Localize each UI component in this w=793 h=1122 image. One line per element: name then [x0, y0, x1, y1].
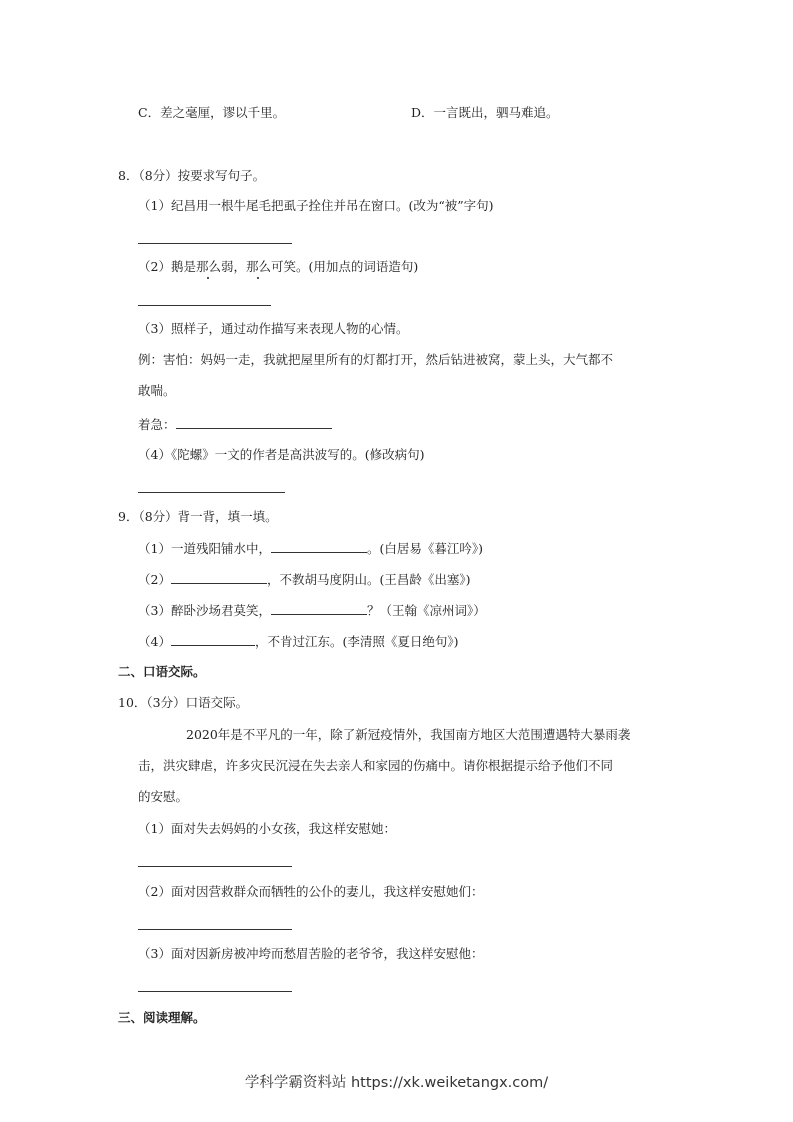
q8-sentence-2 — [138, 259, 418, 275]
q9-blank-3[interactable] — [271, 602, 367, 615]
q8-example-line-2: 敢喘。 — [138, 383, 176, 398]
q10-answer-line-2[interactable] — [138, 929, 292, 930]
q10-paragraph-line-3: 的安慰。 — [138, 789, 189, 804]
q8-answer-line-2[interactable] — [138, 305, 271, 306]
q9-blank-4[interactable] — [171, 633, 255, 646]
q9-line-1 — [138, 540, 483, 557]
q9-l1-pre: （1）一道残阳铺水中， — [138, 541, 271, 556]
q10-sentence-3: （3）面对因新房被冲垮而愁眉苦脸的老爷爷，我这样安慰他： — [138, 946, 484, 961]
q9-line-3 — [138, 602, 486, 619]
q8-zhaoji-row — [138, 416, 332, 433]
q9-l3-post: ？（王翰《凉州词》） — [366, 603, 486, 618]
q8-zhaoji-blank[interactable] — [176, 416, 332, 429]
q8-s2-dotted-word-2: 那么 — [245, 259, 271, 274]
q9-l3-pre: （3）醉卧沙场君莫笑， — [138, 603, 271, 618]
q8-title: 8．（8分）按要求写句子。 — [118, 168, 266, 183]
q8-s2-part2: 弱， — [220, 259, 246, 274]
q9-blank-1[interactable] — [271, 540, 367, 553]
q9-l4-pre: （4） — [138, 634, 171, 649]
q9-line-4 — [138, 633, 458, 650]
q8-s2-part3: 可笑。(用加点的词语造句) — [271, 259, 419, 274]
footer-watermark: 学科学霸资料站 https://xk.weiketangx.com/ — [244, 1075, 549, 1091]
q10-sentence-2: （2）面对因营救群众而牺牲的公仆的妻儿，我这样安慰她们： — [138, 884, 484, 899]
q10-paragraph-line-2: 击，洪灾肆虐，许多灾民沉浸在失去亲人和家园的伤痛中。请你根据提示给予他们不同 — [138, 758, 614, 773]
q8-sentence-4: （4）《陀螺》一文的作者是高洪波写的。(修改病句) — [138, 447, 425, 462]
q10-answer-line-3[interactable] — [138, 991, 292, 992]
q9-l2-post: ，不教胡马度阴山。(王昌龄《出塞》) — [266, 572, 471, 587]
q10-answer-line-1[interactable] — [138, 866, 292, 867]
q9-blank-2[interactable] — [171, 571, 267, 584]
q8-example-line-1: 例：害怕：妈妈一走，我就把屋里所有的灯都打开，然后钻进被窝，蒙上头，大气都不 — [138, 352, 614, 367]
q8-sentence-1: （1）纪昌用一根牛尾毛把虱子拴住并吊在窗口。(改为“被”字句) — [138, 198, 494, 213]
q9-l1-post: 。(白居易《暮江吟》) — [366, 541, 483, 556]
q8-sentence-3: （3）照样子，通过动作描写来表现人物的心情。 — [138, 321, 409, 336]
q7-option-d: D．一言既出，驷马难追。 — [411, 105, 559, 120]
section-2-heading: 二、口语交际。 — [118, 664, 206, 679]
q8-answer-line-1[interactable] — [138, 243, 292, 244]
q8-s2-part1: （2）鹅是 — [138, 259, 196, 274]
q8-answer-line-4[interactable] — [138, 492, 285, 493]
q10-sentence-1: （1）面对失去妈妈的小女孩，我这样安慰她： — [138, 821, 396, 836]
q9-line-2 — [138, 571, 470, 588]
q10-title: 10．（3分）口语交际。 — [118, 695, 249, 710]
q7-option-c: C．差之毫厘，谬以千里。 — [138, 105, 286, 120]
q10-paragraph-line-1: 2020年是不平凡的一年，除了新冠疫情外，我国南方地区大范围遭遇特大暴雨袭 — [186, 727, 631, 742]
q8-zhaoji-label: 着急： — [138, 417, 176, 432]
q8-s2-dotted-word-1: 那么 — [195, 259, 221, 274]
q9-l4-post: ，不肯过江东。(李清照《夏日绝句》) — [254, 634, 459, 649]
q9-l2-pre: （2） — [138, 572, 171, 587]
section-3-heading: 三、阅读理解。 — [118, 1010, 206, 1025]
q9-title: 9．（8分）背一背，填一填。 — [118, 509, 278, 524]
